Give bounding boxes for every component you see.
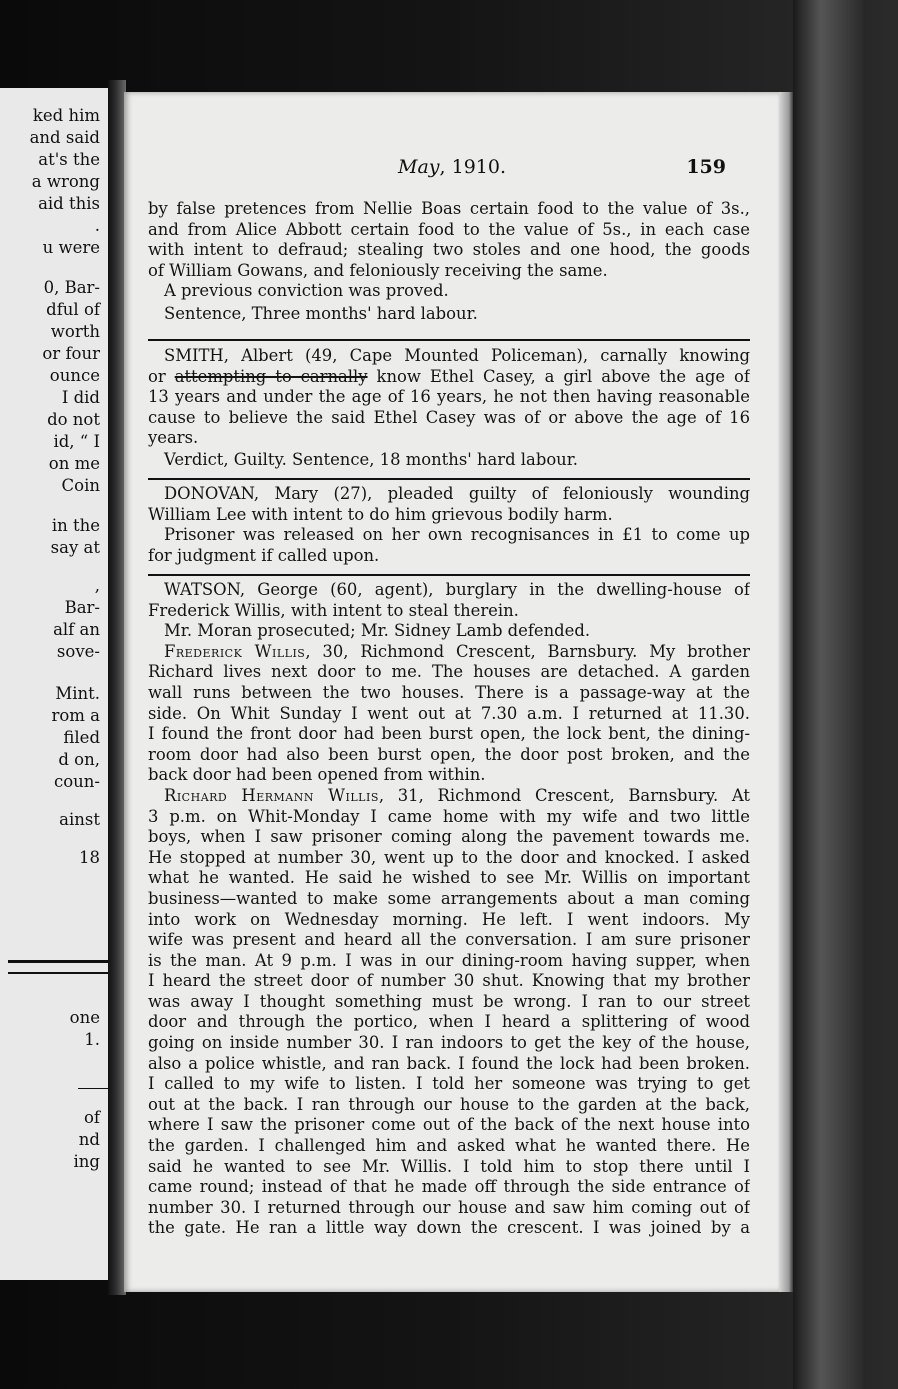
text-line: number 30. I returned through our house and saw him coming out of (148, 1197, 750, 1217)
running-header (390, 156, 770, 184)
previous-page-text: or four (42, 344, 100, 363)
text-line: where I saw the prisoner come out of the back of the next house into (148, 1115, 750, 1135)
previous-page-text: Bar- (64, 598, 100, 617)
section-rule (148, 574, 750, 576)
previous-page-text: Mint. (55, 684, 100, 703)
previous-page-text: rom a (51, 706, 100, 725)
previous-page-text: ounce (49, 366, 100, 385)
text-line: back door had been opened from within. (148, 765, 486, 785)
previous-page-text: of (83, 1108, 100, 1127)
sentence-line: Sentence, Three months' hard labour. (164, 303, 478, 323)
text-line: came round; instead of that he made off through the side entrance of (148, 1177, 750, 1197)
section-rule (148, 339, 750, 341)
previous-page-text: Coin (61, 476, 100, 495)
text-line: out at the back. I ran through our house to the garden at the back, (148, 1094, 750, 1114)
previous-page-text: one (69, 1008, 100, 1027)
text-line: wife was present and heard all the conversation. I am sure prisoner (148, 930, 750, 950)
text-line: I found the front door had been burst open, the lock bent, the dining- (148, 724, 750, 744)
watson-case (148, 580, 750, 1239)
previous-page-text: on me (48, 454, 100, 473)
previous-page-rule (8, 960, 108, 963)
previous-page-text: say at (50, 538, 100, 557)
previous-page-text: d on, (58, 750, 100, 769)
previous-page-text: ainst (59, 810, 100, 829)
verdict-line: Verdict, Guilty. Sentence, 18 months' hard labour. (164, 449, 578, 469)
text-line: DONOVAN, Mary (27), pleaded guilty of feloniously wounding (164, 484, 750, 503)
text-fragment: or (148, 366, 175, 386)
previous-page-text: sove- (56, 642, 100, 661)
text-line: by false pretences from Nellie Boas certain food to the value of 3s., (148, 199, 750, 218)
text-line: side. On Whit Sunday I went out at 7.30 a.m. I returned at 11.30. (148, 703, 750, 723)
witness-name: Richard Hermann Willis (164, 785, 379, 805)
text-line: Richard lives next door to me. The houses are detached. A garden (148, 662, 750, 682)
text-line: what he wanted. He said he wished to see Mr. Willis on important (148, 868, 750, 888)
text-line (148, 367, 750, 388)
previous-page-text: 1. (84, 1030, 100, 1049)
text-line: room door had also been burst open, the door post broken, and the (148, 744, 750, 764)
text-line: with intent to defraud; stealing two stoles and one hood, the goods (148, 240, 750, 260)
text-line: the gate. He ran a little way down the crescent. I was joined by a (148, 1218, 750, 1238)
text-line: wall runs between the two houses. There is a passage-way at the (148, 682, 750, 702)
text-line: into work on Wednesday morning. He left. I went indoors. My (148, 909, 750, 929)
text-line: also a police whistle, and ran back. I found the lock had been broken. (148, 1053, 750, 1073)
header-date (398, 156, 506, 178)
struck-text: attempting to carnally (174, 366, 368, 386)
text-line: 13 years and under the age of 16 years, he not then having reasonable (148, 387, 750, 407)
text-line: William Lee with intent to do him grievous bodily harm. (148, 504, 613, 524)
text-line: and from Alice Abbott certain food to the value of 5s., in each case (148, 219, 750, 239)
previous-page-text: I did (61, 388, 100, 407)
previous-conviction: A previous conviction was proved. (164, 281, 449, 301)
previous-page-text: id, “ I (53, 432, 100, 451)
text-line: I called to my wife to listen. I told her someone was trying to get (148, 1074, 750, 1094)
text-line: boys, when I saw prisoner coming along the pavement towards me. (148, 827, 750, 847)
previous-page-rule (8, 972, 108, 974)
text-line: for judgment if called upon. (148, 545, 380, 565)
text-fragment: , 31, Richmond Crescent, Barnsbury. At (378, 785, 750, 805)
text-line: SMITH, Albert (49, Cape Mounted Policeman), carnally knowing (164, 346, 750, 365)
previous-page-text: a wrong (31, 172, 100, 191)
previous-page-fragment (0, 88, 114, 1280)
counsel-line: Mr. Moran prosecuted; Mr. Sidney Lamb defended. (164, 621, 591, 641)
text-line: was away I thought something must be wrong. I ran to our street (148, 991, 750, 1011)
text-line: is the man. At 9 p.m. I was in our dining-room having supper, when (148, 950, 750, 970)
previous-page-rule (78, 1088, 108, 1089)
text-line: business—wanted to make some arrangements about a man coming (148, 888, 750, 908)
donovan-case (148, 484, 750, 566)
previous-page-text: , (94, 576, 100, 595)
page-number: 159 (686, 156, 726, 178)
previous-page-text: at's the (38, 150, 100, 169)
previous-page-text: 0, Bar- (43, 278, 100, 297)
previous-page-text: and said (29, 128, 100, 147)
text-line: Prisoner was released on her own recognisances in £1 to come up (164, 525, 750, 545)
previous-page-text: aid this (38, 194, 100, 213)
previous-page-text: 18 (79, 848, 100, 867)
text-line: years. (148, 428, 199, 448)
previous-page-text: do not (47, 410, 100, 429)
scan-border (793, 0, 863, 1389)
text-line (148, 786, 750, 807)
text-line: 3 p.m. on Whit-Monday I came home with my wife and two little (148, 806, 750, 826)
header-year: , 1910. (439, 156, 507, 178)
text-line: cause to believe the said Ethel Casey was of or above the age of 16 (148, 407, 750, 427)
previous-page-text: ing (73, 1152, 100, 1171)
text-line (148, 642, 750, 663)
text-fragment: know Ethel Casey, a girl above the age of (367, 366, 750, 386)
section-rule (148, 478, 750, 480)
text-line: WATSON, George (60, agent), burglary in the dwelling-house of (164, 580, 750, 599)
previous-page-text: nd (78, 1130, 100, 1149)
text-line: said he wanted to see Mr. Willis. I told him to stop there until I (148, 1156, 750, 1176)
text-line: the garden. I challenged him and asked what he wanted there. He (148, 1136, 750, 1156)
header-month: May (398, 156, 440, 178)
previous-page-text: dful of (46, 300, 100, 319)
previous-page-text: filed (63, 728, 100, 747)
text-fragment: , 30, Richmond Crescent, Barnsbury. My brother (305, 641, 750, 661)
text-line: going on inside number 30. I ran indoors to get the key of the house, (148, 1033, 750, 1053)
previous-page-text: alf an (53, 620, 100, 639)
text-line: I heard the street door of number 30 shut. Knowing that my brother (148, 971, 750, 991)
text-line: of William Gowans, and feloniously receiving the same. (148, 260, 608, 280)
text-line: door and through the portico, when I heard a splittering of wood (148, 1012, 750, 1032)
continuation-paragraph (148, 199, 750, 325)
previous-page-text: u were (42, 238, 100, 257)
page-edge (779, 92, 793, 1292)
previous-page-text: . (94, 216, 100, 235)
text-line: Frederick Willis, with intent to steal therein. (148, 600, 519, 620)
witness-name: Frederick Willis (164, 641, 306, 661)
previous-page-text: ked him (32, 106, 100, 125)
previous-page-text: coun- (53, 772, 100, 791)
smith-case (148, 346, 750, 471)
text-line: He stopped at number 30, went up to the door and knocked. I asked (148, 847, 750, 867)
previous-page-text: worth (50, 322, 100, 341)
previous-page-text: in the (51, 516, 100, 535)
